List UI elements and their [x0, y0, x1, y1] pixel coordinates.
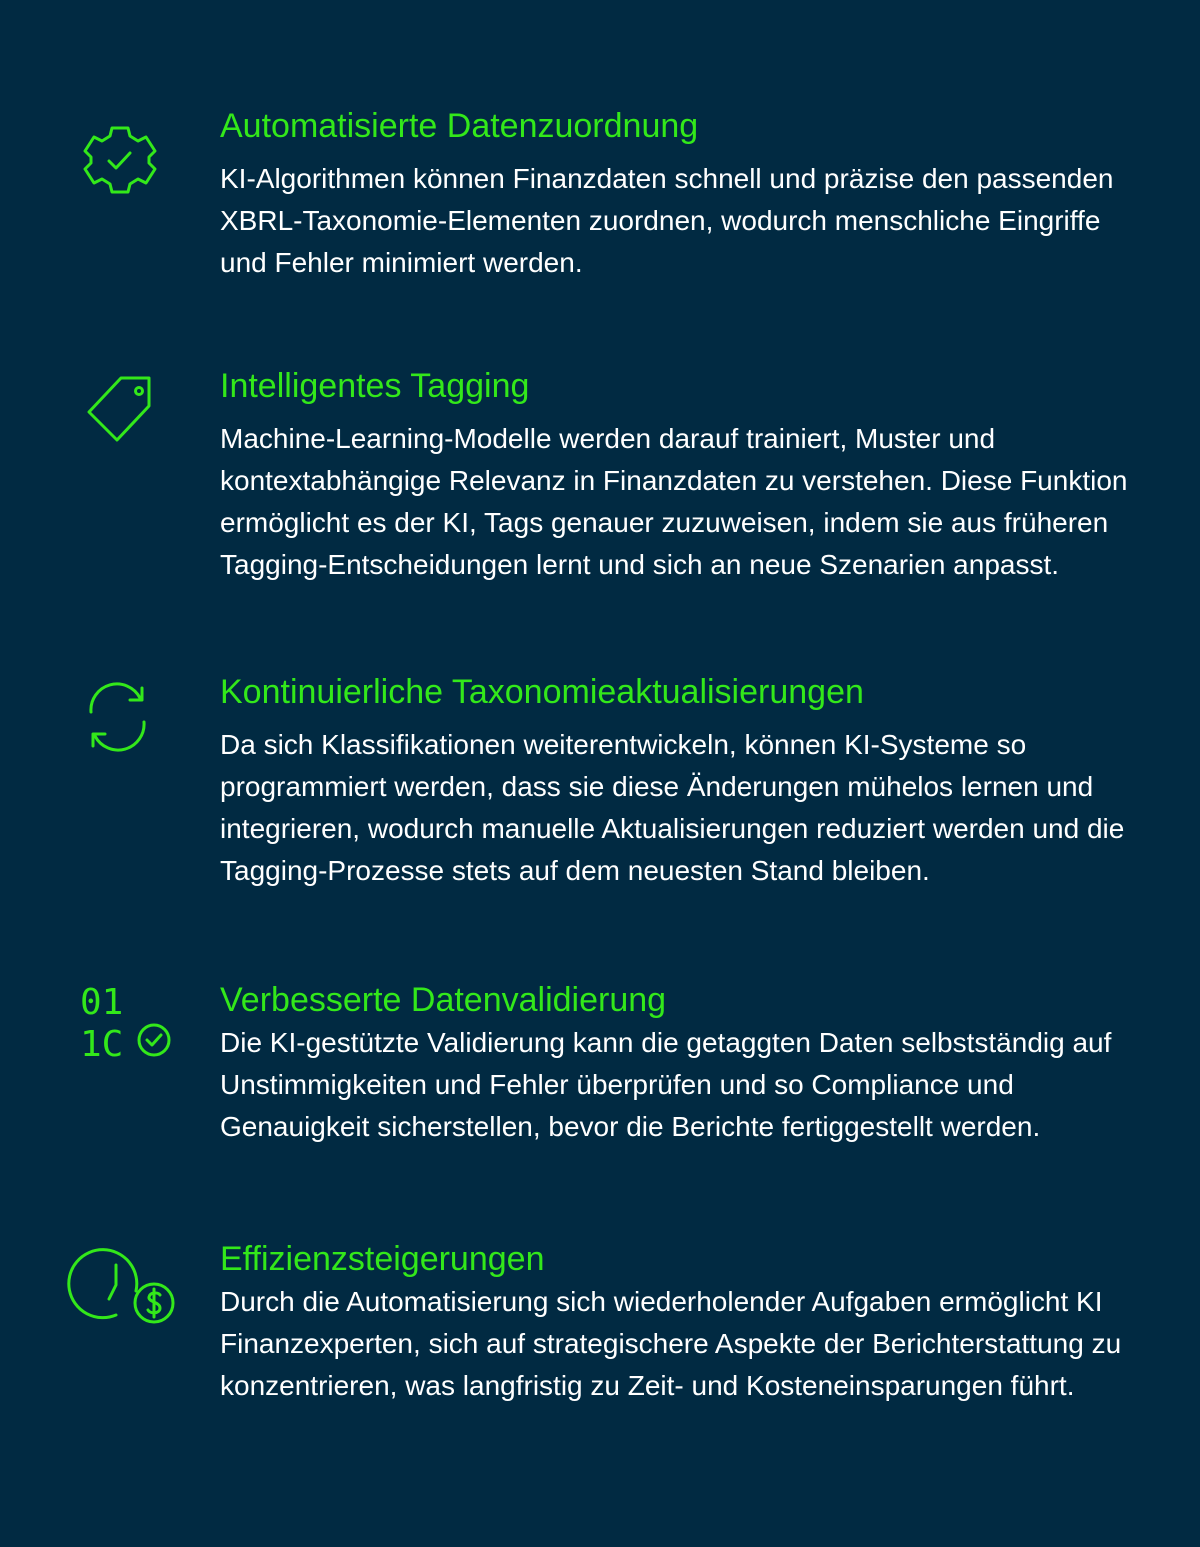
clock-dollar-icon: [78, 1243, 178, 1333]
feature-description: Machine-Learning-Modelle werden darauf trainiert, Muster und kontextabhängige Relevanz in Finanzdaten zu verstehen. Diese Funktion ermöglicht es der KI, Tags genauer zuzuweisen, indem sie aus früheren Tagging-Entscheidungen lernt und sich an neue Szenarien anpasst.: [220, 423, 1128, 580]
feature-title: Kontinuierliche Taxonomieaktualisierungen: [220, 673, 864, 711]
feature-title: Intelligentes Tagging: [220, 367, 530, 405]
feature-description: KI-Algorithmen können Finanzdaten schnell und präzise den passenden XBRL-Taxonomie-Elementen zuordnen, wodurch menschliche Eingriffe und Fehler minimiert werden.: [220, 163, 1114, 278]
feature-title: Verbesserte Datenvalidierung: [220, 981, 667, 1019]
feature-title: Effizienzsteigerungen: [220, 1240, 545, 1278]
feature-description: Durch die Automatisierung sich wiederholender Aufgaben ermöglicht KI Finanzexperten, sich auf strategischere Aspekte der Berichterstattung zu konzentrieren, was langfristig zu Zeit- und Kosteneinsparungen führt.: [220, 1286, 1122, 1401]
tag-icon: [78, 376, 178, 466]
refresh-arrows-icon: [78, 682, 178, 772]
feature-description: Da sich Klassifikationen weiterentwickeln, können KI-Systeme so programmiert werden, dass sie diese Änderungen mühelos lernen und integrieren, wodurch manuelle Aktualisierungen reduziert werden und die Tagging-Prozesse stets auf dem neuesten Stand bleiben.: [220, 729, 1125, 886]
binary-check-icon: [78, 982, 178, 1072]
feature-description: Die KI-gestützte Validierung kann die getaggten Daten selbstständig auf Unstimmigkeiten und Fehler überprüfen und so Compliance und Genauigkeit sicherstellen, bevor die Berichte fertiggestellt werden.: [220, 1027, 1112, 1142]
binary-text-bottom: 1C: [80, 1024, 124, 1065]
binary-text-top: 01: [80, 982, 124, 1023]
feature-title: Automatisierte Datenzuordnung: [220, 107, 699, 145]
gear-check-icon: [78, 122, 178, 212]
